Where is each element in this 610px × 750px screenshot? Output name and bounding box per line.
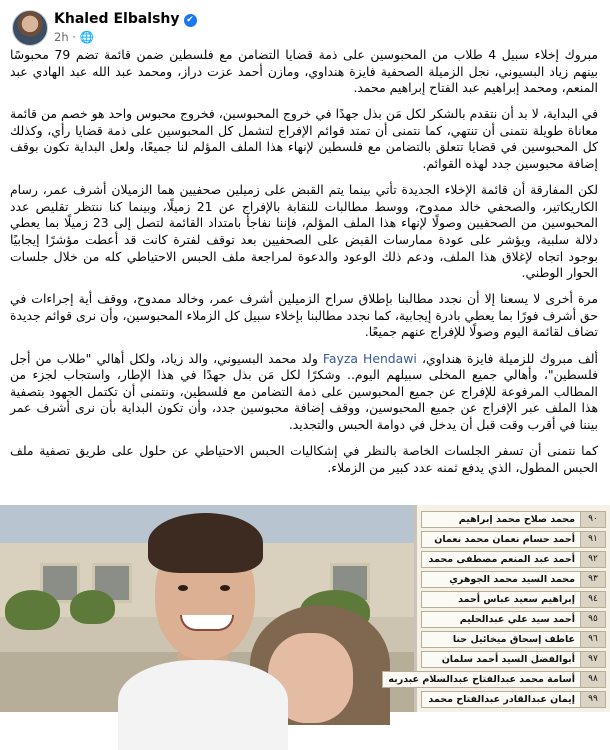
release-list-name: إبراهيم سعيد عباس أحمد	[421, 591, 580, 608]
release-list-name: أحمد عبد المنعم مصطفى محمد	[421, 551, 580, 568]
release-list-number: ٩٦	[580, 631, 606, 648]
man-hair	[148, 513, 263, 573]
release-list-number: ٩٣	[580, 571, 606, 588]
release-list-name: إيمان عبدالقادر عبدالفتاح محمد	[421, 691, 580, 708]
post-media[interactable]	[0, 505, 610, 712]
dot-separator: ·	[72, 30, 80, 44]
release-list-name: أسامة محمد عبدالفتاح عبدالسلام عبدربه	[382, 671, 580, 688]
release-list-row	[421, 591, 606, 608]
globe-icon: 🌐	[79, 30, 94, 44]
post-header	[8, 6, 602, 46]
verified-badge-icon: ✔	[184, 14, 197, 27]
release-list-name: أحمد حسام نعمان محمد نعمان	[421, 531, 580, 548]
release-list-row	[388, 671, 606, 688]
release-list-name: أحمد سيد علي عبدالحليم	[421, 611, 580, 628]
man-smile	[180, 615, 234, 631]
release-list-row	[421, 531, 606, 548]
post-meta	[54, 30, 94, 44]
post-body	[10, 47, 598, 486]
mention-link[interactable]: Fayza Hendawi	[322, 350, 417, 366]
release-list-image[interactable]	[388, 505, 610, 712]
release-list-row	[421, 691, 606, 708]
man-eye	[178, 585, 188, 591]
post-time[interactable]: 2h	[54, 30, 69, 44]
avatar[interactable]	[12, 10, 48, 46]
release-list-number: ٩٧	[580, 651, 606, 668]
release-list-row	[421, 611, 606, 628]
post-paragraph-1: مبروك إخلاء سبيل 4 طلاب من المحبوسين على ذمة قضايا التضامن مع فلسطين ضمن قائمة تضم 79 محبوسًا بينهم زياد البسيوني، نجل الزميلة الصحفية فايزة هنداوي، ومازن أحمد عزت دراز، ومحمد عبد الله عبد الهادي عبد المنعم، ومحمد إبراهيم عبد الفتاح إبراهيم محمد.	[10, 47, 598, 96]
tree	[5, 590, 60, 630]
post-paragraph-4: مرة أخرى لا يسعنا إلا أن نجدد مطالبنا بإطلاق سراح الزميلين أشرف عمر، وخالد ممدوح، ووقف أية إجراءات في حق أشرف فورًا بما يعطي بادرة إيجابية، كما نجدد مطالبنا بإخلاء سبيل كل الزملاء المحبوسين، وأن نرى قوائم جديدة تضاف لقائمة اليوم وصولًا للإفراج عنهم جميعًا.	[10, 291, 598, 340]
release-list-number: ٩٩	[580, 691, 606, 708]
release-list-name: عاطف إسحاق ميخائيل حنا	[421, 631, 580, 648]
post-paragraph-5: ألف مبروك للزميلة فايزة هنداوي، Fayza Hendawi ولد محمد البسيوني، والد زياد، ولكل أهالي "طلاب من أجل فلسطين"، وأهالي جميع المخلى سبيلهم اليوم.. وشكرًا لكل مَن بذل جهدًا في هذا الإطار، واستجاب لجزء من المطالب المرفوعة للإفراج عن جميع المحبوسين على ذمة التضامن مع فلسطين، ونتمنى أن تكتمل الجهود بتصفية هذا الملف عبر الإفراج عن جميع المحبوسين، ووقف إضافة محبوسين جدد، وأن تكون البداية بأن نرى أشرف عمر بيننا في أقرب وقت قبل أن يدخل في دوامة الحبس والتجديد.	[10, 350, 598, 432]
release-list-name: محمد السيد محمد الجوهري	[421, 571, 580, 588]
release-list-row	[421, 651, 606, 668]
photo-young-man-and-woman[interactable]	[0, 505, 414, 712]
release-list-row	[421, 631, 606, 648]
man-eye	[220, 585, 230, 591]
author-name-label[interactable]: Khaled Elbalshy	[54, 11, 180, 27]
release-list-row	[421, 511, 606, 528]
author-name[interactable]	[54, 11, 197, 27]
post-paragraph-3: لكن المفارقة أن قائمة الإخلاء الجديدة تأتي بينما يتم القبض على زميلين صحفيين هما الزميلان أشرف عمر، رسام الكاريكاتير، والصحفي خالد ممدوح، ووسط مطالبات للنقابة بالإفراج عن 21 زميلًا، وبينما كنا ننتظر تقليص عدد المحبوسين من الصحفيين وصولًا لإنهاء هذا الملف المؤلم، فإننا نفاجأ بامتداد القائمة لتصل إلى 23 زميلًا بما يعطي دلالة سلبية، ويؤشر على عودة ممارسات القبض على الصحفيين بعد توقف لفترة كانت قد أعطت مؤشرًا إيجابيًا بوجود اتجاه لإغلاق هذا الملف، ودعم ذلك الوعود والدعوة لمراجعة ملف الحبس الاحتياطي كله من خلال جلسات الحوار الوطني.	[10, 182, 598, 281]
release-list-number: ٩٨	[580, 671, 606, 688]
release-list-number: ٩٠	[580, 511, 606, 528]
post-paragraph-6: كما نتمنى أن تسفر الجلسات الخاصة بالنظر في إشكاليات الحبس الاحتياطي عن حلول على طريق تصفية ملف الحبس المطول، الذي يدفع ثمنه عدد كبير من الزملاء.	[10, 442, 598, 475]
release-list-name: محمد صلاح محمد إبراهيم	[421, 511, 580, 528]
release-list-row	[421, 551, 606, 568]
release-list-number: ٩١	[580, 531, 606, 548]
release-list-number: ٩٢	[580, 551, 606, 568]
release-list-name: أبوالفضل السيد أحمد سلمان	[421, 651, 580, 668]
post-paragraph-2: في البداية، لا بد أن نتقدم بالشكر لكل مَن بذل جهدًا في خروج المحبوسين، فخروج محبوس واحد هو خصم من قائمة معاناة طويلة نتمنى أن تنتهي، كما نتمنى أن تمتد قوائم الإفراج لتشمل كل المحبوسين على ذمة قضايا رأي، وكذلك كل المحبوسين في قضايا تتعلق بالتضامن مع فلسطين لإنهاء هذا الملف المؤلم لنا جميعًا، ولعل البداية تكون بوقف إضافة محبوسين جدد لهذه القوائم.	[10, 106, 598, 172]
man-shirt	[118, 660, 288, 750]
release-list-row	[421, 571, 606, 588]
tree	[70, 590, 115, 624]
release-list-number: ٩٤	[580, 591, 606, 608]
release-list-number: ٩٥	[580, 611, 606, 628]
